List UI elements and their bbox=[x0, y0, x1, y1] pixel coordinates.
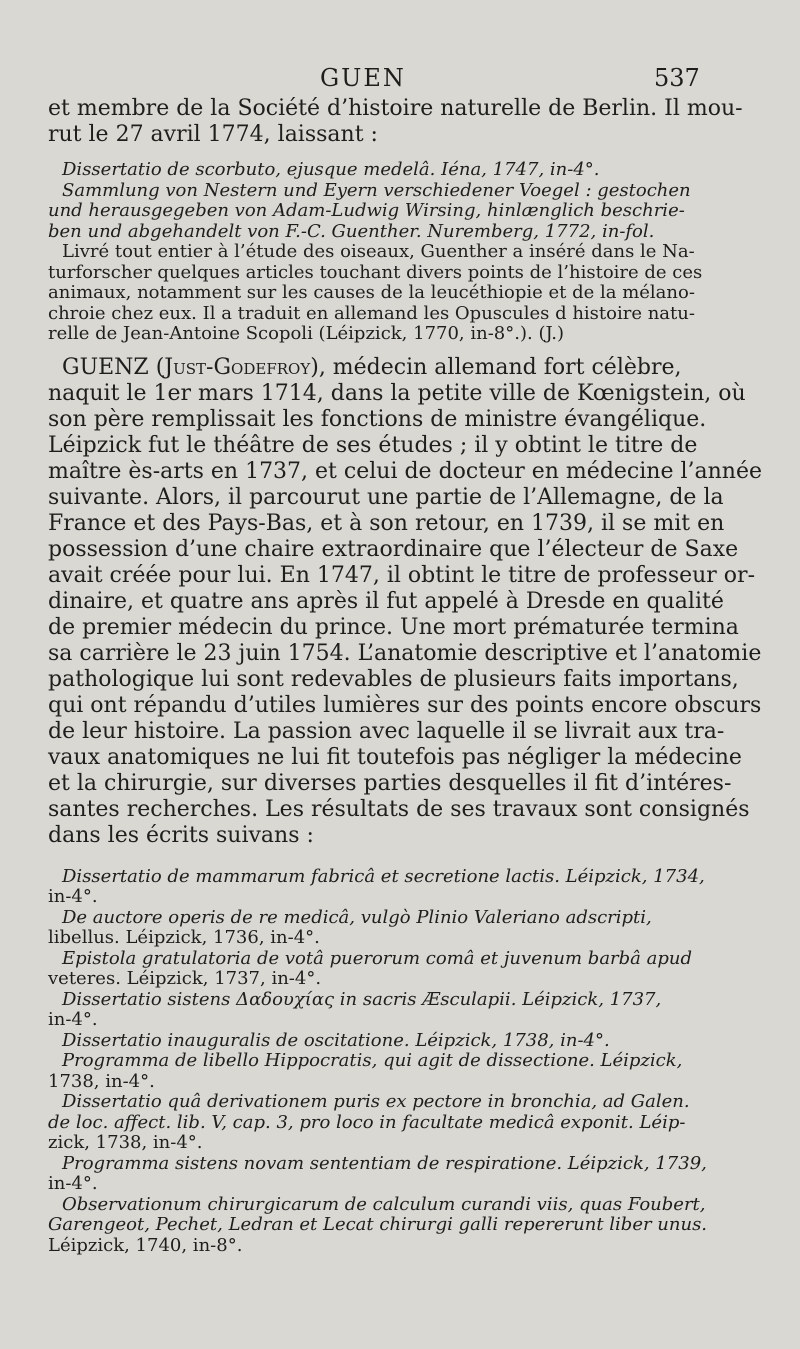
entry-line: avait créée pour lui. En 1747, il obtint le titre de professeur or- bbox=[48, 562, 755, 588]
work-citation: ben und abgehandelt von F.-C. Guenther. Nuremberg, 1772, in-fol. bbox=[48, 220, 655, 242]
entry-line: pathologique lui sont redevables de plusieurs faits importans, bbox=[48, 666, 739, 692]
entry-headword: GUENZ bbox=[62, 354, 149, 380]
entry-line: maître ès-arts en 1737, et celui de docteur en médecine l’année bbox=[48, 458, 762, 484]
entry-heading: GUENZ (Just-Godefroy), médecin allemand fort célèbre, bbox=[62, 354, 682, 380]
work-citation: Observationum chirurgicarum de calculum curandi viis, quas Foubert, bbox=[62, 1193, 706, 1215]
entry-line: dinaire, et quatre ans après il fut appelé à Dresde en qualité bbox=[48, 588, 724, 614]
continuation-line: et membre de la Société d’histoire naturelle de Berlin. Il mou- bbox=[48, 96, 743, 121]
work-citation: 1738, in-4°. bbox=[48, 1070, 155, 1092]
guenz-works-list bbox=[48, 867, 753, 1257]
work-citation: de loc. affect. lib. V, cap. 3, pro loco in facultate medicâ exponit. Léip- bbox=[48, 1111, 686, 1133]
work-citation: Epistola gratulatoria de votâ puerorum comâ et juvenum barbâ apud bbox=[62, 947, 692, 969]
work-citation: Garengeot, Pechet, Ledran et Lecat chirurgi galli repererunt liber unus. bbox=[48, 1214, 708, 1235]
note-line: relle de Jean-Antoine Scopoli (Léipzick, 1770, in-8°.). (J.) bbox=[48, 323, 565, 344]
work-citation: veteres. Léipzick, 1737, in-4°. bbox=[48, 968, 322, 989]
work-citation: Léipzick, 1740, in-8°. bbox=[48, 1234, 243, 1256]
work-citation: De auctore operis de re medicâ, vulgò Plinio Valeriano adscripti, bbox=[62, 906, 652, 928]
entry-line: de premier médecin du prince. Une mort prématurée termina bbox=[48, 614, 739, 640]
entry-line: suivante. Alors, il parcourut une partie de l’Allemagne, de la bbox=[48, 484, 724, 510]
page-header bbox=[0, 64, 800, 98]
entry-line: qui ont répandu d’utiles lumières sur des points encore obscurs bbox=[48, 692, 762, 718]
work-citation: Sammlung von Nestern und Eyern verschiedener Voegel : gestochen bbox=[62, 179, 691, 201]
entry-forenames: Just-Godefroy bbox=[164, 354, 311, 380]
entry-line: et la chirurgie, sur diverses parties desquelles il fit d’intéres- bbox=[48, 770, 732, 796]
entry-line: naquit le 1er mars 1714, dans la petite ville de Kœnigstein, où bbox=[48, 380, 746, 406]
entry-line: son père remplissait les fonctions de ministre évangélique. bbox=[48, 406, 707, 432]
entry-line: France et des Pays-Bas, et à son retour, en 1739, il se mit en bbox=[48, 510, 725, 536]
work-citation: und herausgegeben von Adam-Ludwig Wirsing, hinlænglich beschrie- bbox=[48, 200, 685, 221]
note-line: Livré tout entier à l’étude des oiseaux, Guenther a inséré dans le Na- bbox=[62, 241, 695, 262]
entry-line: de leur histoire. La passion avec laquelle il se livrait aux tra- bbox=[48, 718, 725, 744]
work-citation: Dissertatio de mammarum fabricâ et secretione lactis. Léipzick, 1734, bbox=[62, 865, 705, 887]
entry-line: santes recherches. Les résultats de ses travaux sont consignés bbox=[48, 796, 750, 822]
page-number: 537 bbox=[654, 64, 700, 92]
note-line: turforscher quelques articles touchant divers points de l’histoire de ces bbox=[48, 261, 703, 283]
work-citation: zick, 1738, in-4°. bbox=[48, 1132, 203, 1153]
work-citation: Dissertatio de scorbuto, ejusque medelâ. Iéna, 1747, in-4°. bbox=[62, 159, 600, 180]
entry-line: Léipzick fut le théâtre de ses études ; il y obtint le titre de bbox=[48, 432, 698, 458]
entry-line: vaux anatomiques ne lui fit toutefois pas négliger la médecine bbox=[48, 744, 742, 770]
work-citation: in-4°. bbox=[48, 886, 98, 907]
note-line: chroie chez eux. Il a traduit en allemand les Opuscules d histoire natu- bbox=[48, 302, 695, 324]
note-line: animaux, notamment sur les causes de la leucéthiopie et de la mélano- bbox=[48, 282, 695, 303]
work-citation: Programma sistens novam sententiam de respiratione. Léipzick, 1739, bbox=[62, 1152, 707, 1174]
work-citation: Dissertatio inauguralis de oscitatione. Léipzick, 1738, in-4°. bbox=[62, 1029, 610, 1051]
guenther-note bbox=[48, 242, 753, 345]
guenz-entry bbox=[48, 354, 762, 849]
work-citation: Programma de libello Hippocratis, qui agit de dissectione. Léipzick, bbox=[62, 1050, 683, 1071]
work-citation: libellus. Léipzick, 1736, in-4°. bbox=[48, 927, 320, 948]
work-citation: Dissertatio quâ derivationem puris ex pectore in bronchia, ad Galen. bbox=[62, 1091, 690, 1112]
work-citation: Dissertatio sistens Δαδουχίας in sacris Æsculapii. Léipzick, 1737, bbox=[62, 988, 662, 1010]
work-citation: in-4°. bbox=[48, 1009, 98, 1030]
page-body bbox=[48, 96, 762, 1256]
running-head: GUEN bbox=[320, 64, 406, 92]
continuation-line: rut le 27 avril 1774, laissant : bbox=[48, 122, 378, 147]
work-citation: in-4°. bbox=[48, 1173, 98, 1194]
guenther-works-list bbox=[48, 160, 753, 242]
entry-line: sa carrière le 23 juin 1754. L’anatomie descriptive et l’anatomie bbox=[48, 640, 762, 666]
entry-line: possession d’une chaire extraordinaire que l’électeur de Saxe bbox=[48, 536, 739, 562]
entry-line: dans les écrits suivans : bbox=[48, 822, 314, 848]
